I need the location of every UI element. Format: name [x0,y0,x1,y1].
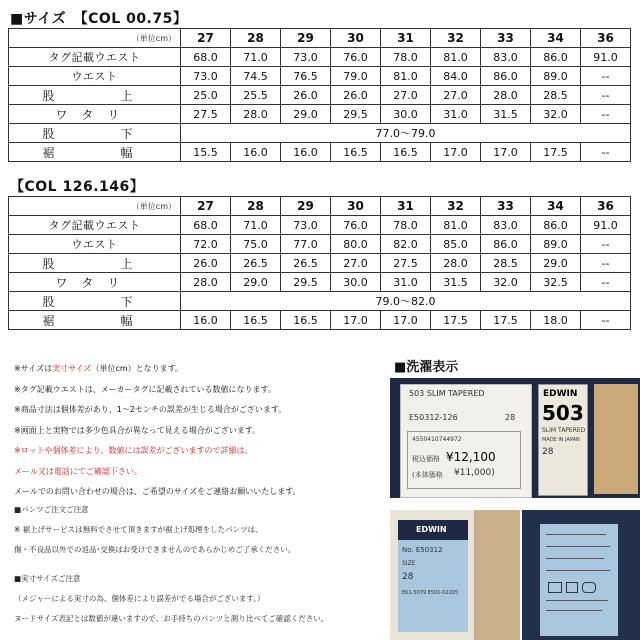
measurement-cell: 32.0 [531,105,581,124]
edwin-hang-tag [538,384,588,496]
pants-notice-line-1: ※ 裾上げサービスは無料でさせて頂きますが裾上げ処理をしたパンツは、 [14,525,263,534]
size-header-cell: 31 [381,197,431,216]
measurement-cell: 91.0 [581,48,631,67]
measurement-cell: 28.0 [231,105,281,124]
measurement-cell: 86.0 [531,216,581,235]
iron-icon [582,582,596,593]
measurement-cell: -- [581,86,631,105]
measurement-cell: 17.0 [481,143,531,162]
laundry-title: ■洗濯表示 [394,360,459,375]
price-tag [400,384,532,498]
note-line-4: ※画面上と実物では多少色具合が異なって見える場合がございます。 [14,425,261,435]
measurement-cell: 32.0 [481,273,531,292]
measurement-cell: 32.5 [531,273,581,292]
edwin-leather-patch [594,384,638,494]
price-tag-model: 503 SLIM TAPERED [409,389,485,398]
measurement-label: ウエスト [9,235,181,254]
measurement-row [9,292,631,311]
measurement-row [9,254,631,273]
measurement-cell: 18.0 [531,311,581,330]
measurement-cell: 27.5 [381,254,431,273]
base-price-value: ¥11,000) [454,468,495,478]
measurement-cell: 15.5 [181,143,231,162]
measurement-cell: 28.5 [531,86,581,105]
measurement-cell: 28.0 [431,254,481,273]
size-header-cell: 30 [331,29,381,48]
measurement-label: 股 上 [9,86,181,105]
actual-size-notice-line-2: ヌードサイズ表記とは数値が違いますので、お手持ちのパンツと測り比べてご確認ください。 [14,614,329,623]
unit-label: （単位cm） [9,197,181,216]
measurement-cell: -- [581,143,631,162]
measurement-cell: 31.5 [431,273,481,292]
measurement-row [9,143,631,162]
note-line-1: ※サイズは実寸サイズ（単位cm）となります。 [14,364,184,373]
wash-icon [548,582,562,593]
measurement-cell: 16.0 [281,143,331,162]
measurement-cell: 81.0 [431,216,481,235]
measurement-cell: 26.0 [181,254,231,273]
size-header-cell: 34 [531,197,581,216]
pants-notice [14,500,384,560]
measurement-cell: 72.0 [181,235,231,254]
measurement-cell: 85.0 [431,235,481,254]
measurement-cell: 91.0 [581,216,631,235]
measurement-cell: 84.0 [431,67,481,86]
size-header-cell: 27 [181,197,231,216]
measurement-cell: 29.0 [281,105,331,124]
measurement-cell: 31.0 [381,273,431,292]
measurement-cell: 31.5 [481,105,531,124]
measurement-cell: 27.0 [331,254,381,273]
measurement-label: タグ記載ウエスト [9,48,181,67]
inner-label-size: 28 [402,572,414,582]
edwin-logo: EDWIN [543,389,578,399]
measurement-cell: 77.0 [281,235,331,254]
bleach-icon [566,582,578,593]
notes-block [14,359,384,503]
measurement-label: 股 上 [9,254,181,273]
measurement-cell: 73.0 [181,67,231,86]
measurement-label: ウエスト [9,67,181,86]
measurement-cell: 26.0 [331,86,381,105]
barcode-number: 4550410744972 [412,436,462,443]
measurement-cell: 71.0 [231,48,281,67]
measurement-cell: 17.0 [331,311,381,330]
size-header-cell: 28 [231,29,281,48]
measurement-row [9,235,631,254]
measurement-cell: -- [581,273,631,292]
size-header-cell: 27 [181,29,231,48]
measurement-cell: 75.0 [231,235,281,254]
measurement-cell: 16.0 [231,143,281,162]
measurement-row [9,67,631,86]
measurement-cell: 29.0 [531,254,581,273]
measurement-cell: 17.0 [381,311,431,330]
size-table-col-126146 [8,196,631,330]
measurement-cell: 26.0 [281,86,331,105]
price-box [407,431,521,489]
size-header-cell: 32 [431,197,481,216]
actual-size-notice-title: ■実寸サイズご注意 [14,574,81,583]
size-title-col-0075: ■サイズ 【COL 00.75】 [10,11,188,27]
measurement-label: ワタリ [9,105,181,124]
size-table-col-0075 [8,28,631,162]
size-header-row [9,197,631,216]
size-header-cell: 36 [581,29,631,48]
measurement-cell: 76.5 [281,67,331,86]
measurement-cell: -- [581,235,631,254]
measurement-cell: 17.0 [431,143,481,162]
measurement-cell: 17.5 [531,143,581,162]
measurement-cell: 80.0 [331,235,381,254]
measurement-cell: 31.0 [431,105,481,124]
measurement-cell: 86.0 [531,48,581,67]
measurement-cell: 30.0 [331,273,381,292]
measurement-cell: 68.0 [181,48,231,67]
size-header-cell: 30 [331,197,381,216]
measurement-cell: 68.0 [181,216,231,235]
measurement-cell: 82.0 [381,235,431,254]
measurement-cell: 28.0 [181,273,231,292]
measurement-row [9,216,631,235]
measurement-cell: 71.0 [231,216,281,235]
measurement-cell: 16.5 [381,143,431,162]
measurement-label: タグ記載ウエスト [9,216,181,235]
price-tag-photo [390,378,640,498]
measurement-cell: 73.0 [281,48,331,67]
measurement-cell: 81.0 [431,48,481,67]
measurement-cell: 27.5 [181,105,231,124]
style-label: SLIM TAPERED [542,427,586,434]
measurement-cell: 25.0 [181,86,231,105]
measurement-cell: 86.0 [481,67,531,86]
measurement-cell: 27.0 [381,86,431,105]
price-label: 税込価格 [412,455,440,463]
note-line-5: ※ロットや個体差により、数値には誤差がございますので詳細は、 [14,446,253,455]
measurement-cell: 26.5 [231,254,281,273]
measurement-label: ワタリ [9,273,181,292]
measurement-cell: 28.5 [481,254,531,273]
measurement-cell: 25.5 [231,86,281,105]
measurement-cell: 83.0 [481,216,531,235]
measurement-cell: -- [581,254,631,273]
measurement-cell: 16.5 [331,143,381,162]
measurement-cell: 76.0 [331,48,381,67]
note-line-7: メールでのお問い合わせの場合は、ご希望のサイズをご連絡お願いいたします。 [14,487,301,496]
measurement-cell: 30.0 [381,105,431,124]
size-header-row [9,29,631,48]
measurement-cell: 27.0 [431,86,481,105]
inner-label-brand: EDWIN [416,525,447,534]
measurement-label: 股 下 [9,292,181,311]
note-line-6: メール又は電話にてご確認下さい。 [14,466,142,476]
inner-label [398,520,468,632]
measurement-cell: 29.5 [331,105,381,124]
measurement-cell: 74.5 [231,67,281,86]
size-header-cell: 28 [231,197,281,216]
care-label-photo [522,510,640,640]
price-value: ¥12,100 [446,450,496,464]
inner-label-codes: EK1-5079 E501-02205 [402,590,459,596]
measurement-label: 裾 幅 [9,311,181,330]
measurement-cell: 29.5 [281,273,331,292]
measurement-cell: 28.0 [481,86,531,105]
pants-notice-line-2: 傷・不良品以外での返品･交換はお受けできませんのであらかじめご了承ください。 [14,545,296,554]
measurement-cell: 16.0 [181,311,231,330]
measurement-row [9,273,631,292]
size-title-col-126146: 【COL 126.146】 [10,179,145,195]
measurement-row [9,48,631,67]
unit-label: （単位cm） [9,29,181,48]
measurement-cell: -- [581,105,631,124]
measurement-cell: 29.0 [231,273,281,292]
price-tag-size: 28 [505,413,516,422]
note-line-3: ※商品寸法は個体差があり、1～2センチの誤差が生じる場合がございます。 [14,405,287,414]
size-header-cell: 31 [381,29,431,48]
measurement-cell: 83.0 [481,48,531,67]
measurement-cell: 26.5 [281,254,331,273]
measurement-cell: 17.5 [431,311,481,330]
size-header-cell: 33 [481,197,531,216]
size-header-cell: 29 [281,197,331,216]
measurement-row [9,105,631,124]
inner-label-photo [390,510,520,640]
size-header-cell: 34 [531,29,581,48]
measurement-cell: 16.5 [231,311,281,330]
measurement-cell: 89.0 [531,67,581,86]
actual-size-notice [14,569,384,629]
measurement-row [9,311,631,330]
pants-notice-title: ■パンツご注文ご注意 [14,505,89,514]
measurement-range-cell: 79.0～82.0 [181,292,631,311]
measurement-row [9,86,631,105]
size-header-cell: 33 [481,29,531,48]
note-line-2: ※タグ記載ウエストは、メーカータグに記載されている数値になります。 [14,384,276,394]
measurement-label: 裾 幅 [9,143,181,162]
measurement-cell: 78.0 [381,48,431,67]
model-503: 503 [542,401,584,425]
measurement-range-cell: 77.0～79.0 [181,124,631,143]
inner-label-no: No. E50312 [402,546,443,554]
base-price-label: (本体価格 [412,471,443,479]
measurement-cell: 86.0 [481,235,531,254]
measurement-cell: 89.0 [531,235,581,254]
care-label [540,524,618,636]
measurement-cell: -- [581,67,631,86]
actual-size-notice-line-1: （メジャーによる実寸の為、個体差により誤差がでる場合がございます。） [14,594,265,603]
size-header-cell: 32 [431,29,481,48]
price-tag-code: E50312-126 [409,413,458,422]
measurement-cell: 76.0 [331,216,381,235]
measurement-row [9,124,631,143]
measurement-cell: 17.5 [481,311,531,330]
measurement-label: 股 下 [9,124,181,143]
size-header-cell: 29 [281,29,331,48]
inner-label-size-label: SIZE [402,560,416,567]
hang-tag-size: 28 [542,447,554,457]
measurement-cell: 78.0 [381,216,431,235]
measurement-cell: 81.0 [381,67,431,86]
measurement-cell: -- [581,311,631,330]
measurement-cell: 73.0 [281,216,331,235]
made-in-label: MADE IN JAPAN [542,437,580,443]
size-header-cell: 36 [581,197,631,216]
measurement-cell: 16.5 [281,311,331,330]
measurement-cell: 79.0 [331,67,381,86]
